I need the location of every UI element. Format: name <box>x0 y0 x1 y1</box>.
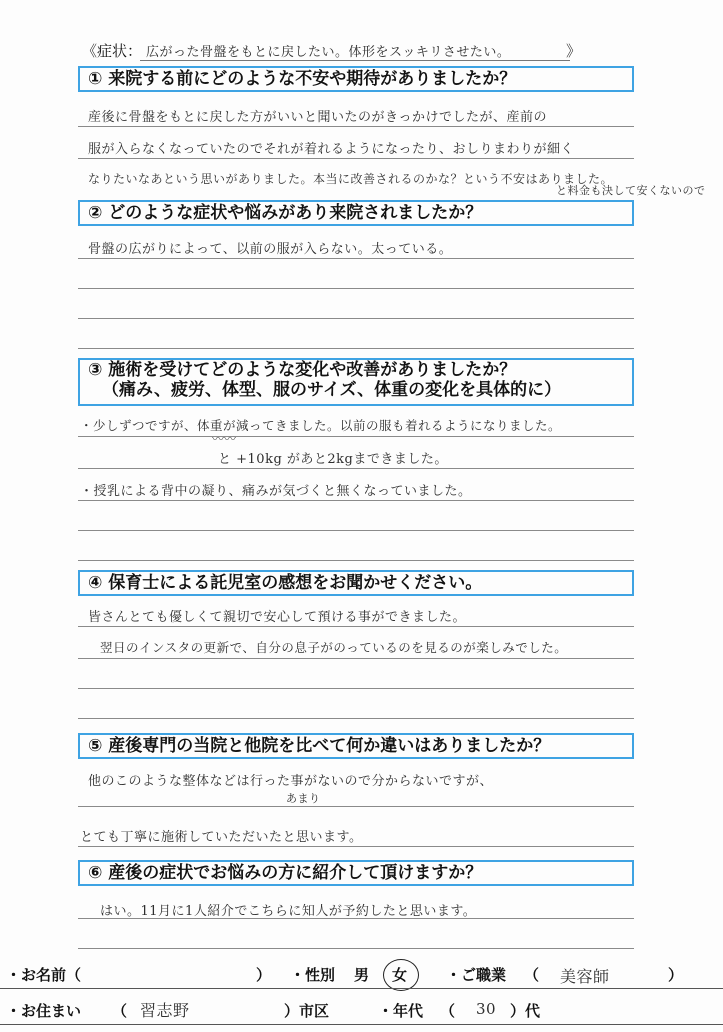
symptom-text: 広がった骨盤をもとに戻したい。体形をスッキリさせたい。 <box>146 45 511 60</box>
question-4-label: ④ 保育士による託児室の感想をお聞かせください。 <box>88 573 483 593</box>
answer-3-line-2: と +10kg があと2kgまできました。 <box>218 452 448 467</box>
answer-rule <box>78 348 634 349</box>
question-1-label: ① 来院する前にどのような不安や期待がありましたか？ <box>88 69 517 89</box>
address-open: （ <box>112 1002 128 1020</box>
job-label: ・ご職業 <box>446 966 507 984</box>
footer-rule <box>0 988 723 989</box>
answer-4-line-1: 皆さんとても優しくて親切で安心して預ける事ができました。 <box>88 610 467 625</box>
gender-male: 男 <box>354 966 370 984</box>
answer-rule <box>78 318 634 319</box>
answer-1-note: と料金も決して安くないので <box>556 184 706 197</box>
answer-rule <box>78 288 634 289</box>
address-close: ）市区 <box>284 1002 330 1020</box>
age-value: 30 <box>476 1000 497 1018</box>
job-close: ） <box>668 966 684 984</box>
answer-rule <box>78 918 634 919</box>
answer-3-line-1: ・少しずつですが、体重が減ってきました。以前の服も着れるようになりました。 <box>80 418 562 433</box>
question-2-box <box>78 200 634 226</box>
address-value: 習志野 <box>140 1001 190 1020</box>
answer-rule <box>78 468 634 469</box>
question-3-label: ③ 施術を受けてどのような変化や改善がありましたか？ <box>88 360 517 380</box>
gender-female: 女 <box>392 966 408 984</box>
underline-mark: 〰〰 <box>212 432 237 446</box>
symptom-label: 《症状： <box>82 42 143 60</box>
age-label: ・年代 <box>378 1002 424 1020</box>
question-6-label: ⑥ 産後の症状でお悩みの方に紹介して頂けますか？ <box>88 863 483 883</box>
answer-rule <box>78 688 634 689</box>
answer-rule <box>78 948 634 949</box>
answer-2-line-1: 骨盤の広がりによって、以前の服が入らない。太っている。 <box>88 242 453 257</box>
question-4-box <box>78 570 634 596</box>
answer-rule <box>78 806 634 807</box>
divider <box>140 60 570 61</box>
answer-4-line-2: 翌日のインスタの更新で、自分の息子がのっているのを見るのが楽しみでした。 <box>100 640 568 655</box>
answer-1-line-1: 産後に骨盤をもとに戻した方がいいと聞いたのがきっかけでしたが、産前の <box>88 110 548 125</box>
age-open: （ <box>440 1002 456 1020</box>
symptom-close: 》 <box>566 42 582 60</box>
question-2-label: ② どのような症状や悩みがあり来院されましたか？ <box>88 203 483 223</box>
question-6-box <box>78 860 634 886</box>
question-3-sub-label: （痛み、疲労、体型、服のサイズ、体重の変化を具体的に） <box>102 380 562 400</box>
answer-5-insert: あまり <box>286 792 321 805</box>
answer-6-line-1: はい。11月に1人紹介でこちらに知人が予約したと思います。 <box>100 904 477 919</box>
answer-rule <box>78 626 634 627</box>
job-value: 美容師 <box>560 967 610 986</box>
answer-rule <box>78 718 634 719</box>
question-1-box <box>78 66 634 92</box>
question-5-label: ⑤ 産後専門の当院と他院を比べて何か違いはありましたか？ <box>88 736 551 756</box>
answer-rule <box>78 658 634 659</box>
footer-rule <box>0 1024 723 1025</box>
name-close: ） <box>256 966 272 984</box>
question-3-box <box>78 358 634 406</box>
answer-rule <box>78 436 634 437</box>
name-label: ・お名前（ <box>6 966 82 984</box>
answer-rule <box>78 500 634 501</box>
answer-rule <box>78 158 634 159</box>
answer-5-line-1: 他のこのような整体などは行った事がないので分からないですが、 <box>88 774 494 789</box>
answer-rule <box>78 126 634 127</box>
answer-5-line-2: とても丁寧に施術していただいたと思います。 <box>80 830 363 845</box>
answer-3-line-3: ・授乳による背中の凝り、痛みが気づくと無くなっていました。 <box>80 484 472 499</box>
answer-1-line-3: なりたいなあという思いがありました。本当に改善されるのかな？という不安はありました。 <box>88 172 614 186</box>
address-label: ・お住まい <box>6 1002 82 1020</box>
gender-label: ・性別 <box>290 966 336 984</box>
answer-rule <box>78 560 634 561</box>
age-close: ）代 <box>510 1002 541 1020</box>
answer-rule <box>78 258 634 259</box>
question-5-box <box>78 733 634 759</box>
answer-rule <box>78 846 634 847</box>
job-open: （ <box>524 966 540 984</box>
answer-1-line-2: 服が入らなくなっていたのでそれが着れるようになったり、おしりまわりが細く <box>88 142 575 157</box>
answer-rule <box>78 530 634 531</box>
symptom-line <box>82 40 510 61</box>
